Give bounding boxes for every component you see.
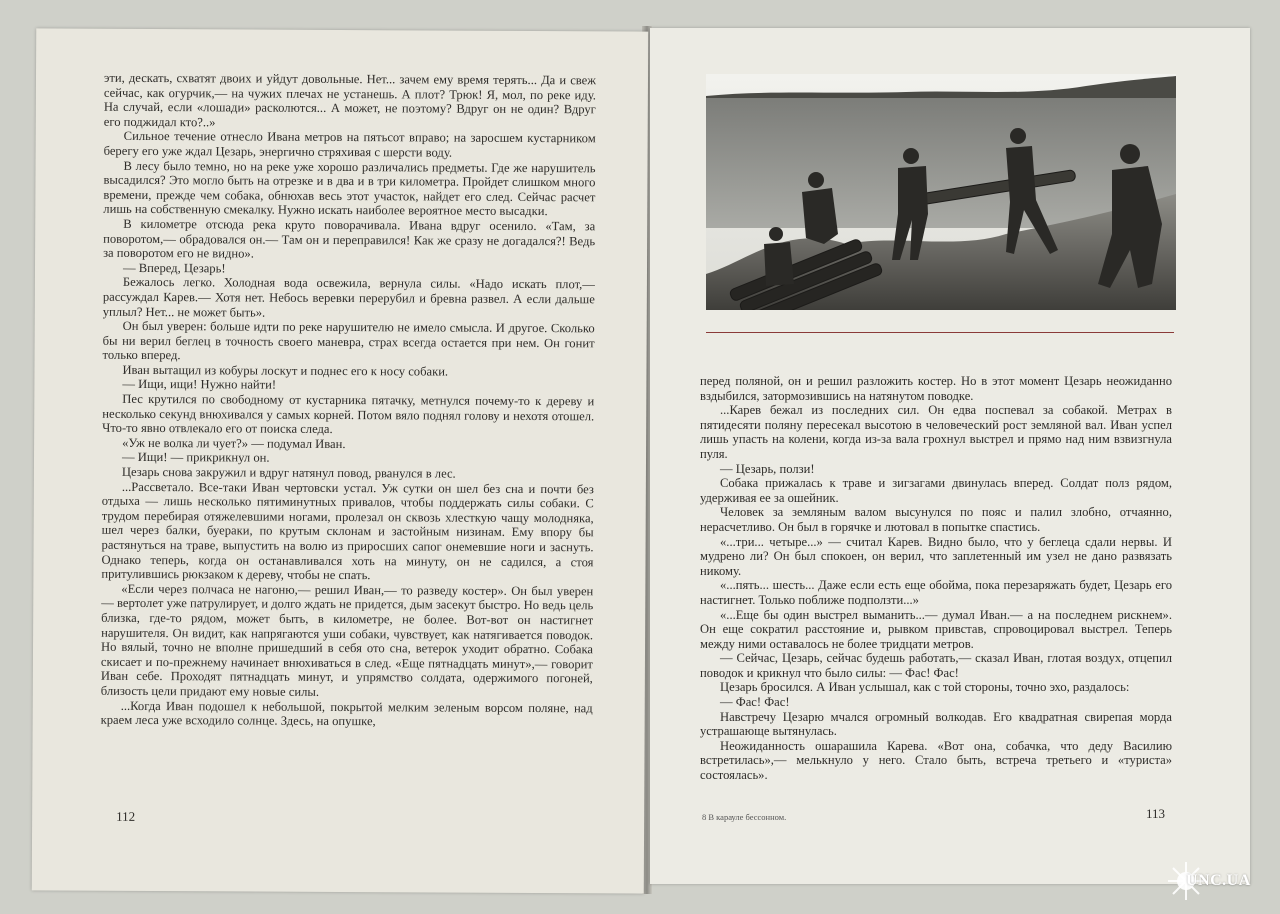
paragraph: Собака прижалась к траве и зигзагами двинулась вперед. Солдат полз рядом, удерживая ее за ошейник. (700, 476, 1172, 505)
paragraph: В километре отсюда река круто поворачивала. Ивана вдруг осенило. «Там, за поворотом,— обрадовался он.— Там он и переправился! Как же сразу не догадался?! Ведь за поворотом его не видно». (103, 216, 596, 261)
paragraph: — Вперед, Цезарь! (122, 260, 226, 276)
paragraph: Сильное течение отнесло Ивана метров на пятьсот вправо; на заросшем кустарником берегу его уже ждал Цезарь, энергично стряхивая с шерсти воду. (103, 129, 596, 160)
right-page (650, 28, 1250, 884)
paragraph: «...три... четыре...» — считал Карев. Видно было, что у беглеца сдали нервы. И мудрено ли? Он был спокоен, он верил, что заплетенный им узел не дано развязать никому. (700, 534, 1172, 578)
paragraph: ...Карев бежал из последних сил. Он едва поспевал за собакой. Метрах в пятидесяти поляну пересекал высотою в человеческий рост земляной вал. Иван успел лишь упасть на колени, когда из-за вала грохнул выстрел и прямо над ним взвизгнула пуля. (700, 403, 1172, 461)
paragraph: «Если через полчаса не нагоню,— решил Иван,— то разведу костер». Он был уверен — вертолет уже патрулирует, и долго ждать не придется, дым засекут быстро. Но ведь цель близка, где-то рядом, может быть, в километре, не более. Вот-вот он настигнет нарушителя. Он видит, как напрягаются уши собаки, чувствует, как натягивается поводок. Но вялый, точно не вполне пришедший в себя ото сна, ветерок уходит обратно. Собака скисает и по-прежнему начинает внюхиваться в след. «Еще пятнадцать минут»,— говорит Иван себе. Проходят пятнадцать минут, и упрямство солдата, одержимого погоней, близость цели придают ему новые силы. (100, 581, 594, 699)
divider-rule (706, 332, 1174, 333)
paragraph: Неожиданность ошарашила Карева. «Вот она, собачка, что деду Василию встретилась»,— мелькнуло у него. Стало быть, встреча третьего и «туриста» состоялась». (700, 738, 1172, 783)
right-page-text (700, 374, 1172, 783)
paragraph: ...Когда Иван подошел к небольшой, покрытой мелким зеленым ворсом поляне, над краем леса уже всходило солнце. Здесь, на опушке, (100, 698, 593, 729)
paragraph: — Ищи, ищи! Нужно найти! (122, 377, 277, 393)
paragraph: «...Еще бы один выстрел выманить...— думал Иван.— а на последнем рискнем». Он еще сократил расстояние и, рывком привстав, спровоцировал выстрел. Теперь между ними оставалось не более тридцати метров. (700, 607, 1172, 651)
paragraph: — Фас! Фас! (720, 695, 790, 710)
page-number: 112 (116, 808, 136, 824)
paragraph: Бежалось легко. Холодная вода освежила, вернула силы. «Надо искать плот,— рассуждал Карев.— Хотя нет. Небось веревки перерубил и бревна развел. А если дальше уплыл? Нет... не может быть». (102, 275, 595, 320)
soldiers-building-raft-photo (706, 74, 1176, 310)
left-page (32, 28, 649, 893)
paragraph: — Сейчас, Цезарь, сейчас будешь работать,— сказал Иван, глотая воздух, отцепил поводок и крикнул что было силы: — Фас! Фас! (700, 651, 1172, 680)
paragraph: Он был уверен: больше идти по реке нарушителю не имело смысла. И другое. Сколько бы ни верил беглец в точность своего маневра, страх всегда остается при нем. Он гонит только вперед. (102, 318, 595, 363)
paragraph: Человек за земляным валом высунулся по пояс и палил злобно, отчаянно, нерасчетливо. Он был в горячке и лютовал в попытке спастись. (700, 505, 1172, 534)
paragraph: Навстречу Цезарю мчался огромный волкодав. Его квадратная свирепая морда устрашающе вытянулась. (700, 709, 1172, 739)
signature-footnote: 8 В карауле бессонном. (702, 812, 787, 822)
paragraph: «...пять... шесть... Даже если есть еще обойма, пока перезаряжать будет, Цезарь его настигнет. Только поближе подползти...» (700, 578, 1172, 607)
paragraph: В лесу было темно, но на реке уже хорошо различались предметы. Где же нарушитель высадился? Это могло быть на отрезке и в два и в три километра. Пройдет слишком много времени, прежде чем собака, обнюхав весь этот участок, найдет его след. Сейчас расчет лишь на собственную смекалку. Нужно искать наиболее вероятное место высадки. (103, 158, 596, 219)
left-page-text (101, 71, 596, 730)
paragraph: перед поляной, он и решил разложить костер. Но в этот момент Цезарь неожиданно вздыбился, затормозившись на натянутом поводке. (700, 374, 1172, 403)
paragraph: эти, дескать, схватят двоих и уйдут довольные. Нет... зачем ему время терять... Да и свеж сейчас, как огурчик,— на чужих плечах не устанешь. А плот? Трюк! Я, мол, по реке иду. На случай, если «лошади» расколются... А может, не поэтому? Вдруг он не один? Вдруг его поджидал кто?..» (103, 70, 597, 130)
paragraph: — Ищи! — прикрикнул он. (121, 450, 270, 466)
watermark-text: UNC.UA (1186, 872, 1251, 889)
paragraph: Цезарь снова закружил и вдруг натянул повод, рванулся в лес. (121, 464, 456, 481)
page-number: 113 (1146, 806, 1166, 821)
paragraph: Цезарь бросился. А Иван услышал, как с той стороны, точно эхо, раздалось: (720, 680, 1130, 695)
paragraph: — Цезарь, ползи! (720, 461, 815, 476)
paragraph: Иван вытащил из кобуры лоскут и поднес его к носу собаки. (122, 362, 449, 379)
paragraph: Пес крутился по свободному от кустарника пятачку, метнулся почему-то к дереву и несколько секунд внюхивался у самых корней. Потом вяло поднял голову и нехотя отошел. Что-то явно отвлекало его от поиска следа. (102, 391, 595, 437)
paragraph: ...Рассветало. Все-таки Иван чертовски устал. Уж сутки он шел без сна и почти без отдыха — лишь несколько пятиминутных привалов, чтобы поддержать силы собаки. С трудом перебирая отяжелевшими ногами, пролезал он сквозь хлесткую чащу молодняка, шел через балки, буераки, по крутым склонам и застойным низинам. Ему впору бы растянуться на траве, выпустить на волю из приросших сапог онемевшие ноги и заснуть. Однако теперь, когда он останавливался хоть на минуту, он не садился, а стоя притулившись рюкзаком к дереву, чтобы не спать. (101, 479, 594, 583)
paragraph: «Уж не волка ли чует?» — подумал Иван. (122, 435, 346, 451)
